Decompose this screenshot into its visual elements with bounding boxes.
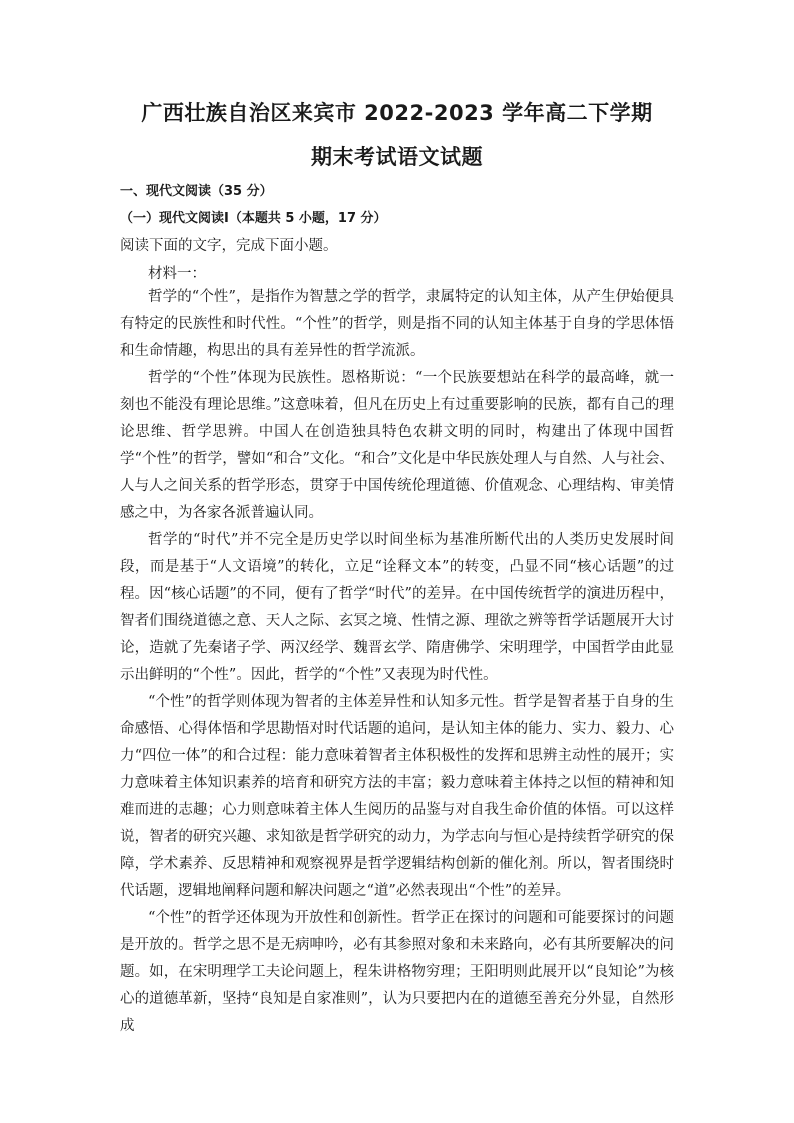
paragraph: “个性”的哲学则体现为智者的主体差异性和认知多元性。哲学是智者基于自身的生命感悟、心得体悟和学思勘悟对时代话题的追问，是认知主体的能力、实力、毅力、心力“四位一体”的和合过程：能力意味着智者主体积极性的发挥和思辨主动性的展开；实力意味着主体知识素养的培育和研究方法的丰富；毅力意味着主体持之以恒的精神和知难而进的志趣；心力则意味着主体人生阅历的品鉴与对自我生命价值的体悟。可以这样说，智者的研究兴趣、求知欲是哲学研究的动力，为学志向与恒心是持续哲学研究的保障，学术素养、反思精神和观察视界是哲学逻辑结构创新的催化剂。所以，智者围绕时代话题，逻辑地阐释问题和解决问题之“道”必然表现出“个性”的差异。 xyxy=(120,694,674,899)
paragraph: 哲学的“个性”体现为民族性。恩格斯说：“一个民族要想站在科学的最高峰，就一刻也不能没有理论思维。”这意味着，但凡在历史上有过重要影响的民族，都有自己的理论思维、哲学思辨。中国人在创造独具特色农耕文明的同时，构建出了体现中国哲学“个性”的哲学，譬如“和合”文化。“和合”文化是中华民族处理人与自然、人与社会、人与人之间关系的哲学形态，贯穿于中国传统伦理道德、价值观念、心理结构、审美情感之中，为各家各派普遍认同。 xyxy=(120,370,674,521)
document-subtitle: 期末考试语文试题 xyxy=(311,145,483,169)
subsection-heading: （一）现代文阅读Ⅰ（本题共 5 小题，17 分） xyxy=(120,211,387,226)
instruction-text: 阅读下面的文字，完成下面小题。 xyxy=(120,238,338,254)
document-title: 广西壮族自治区来宾市 2022-2023 学年高二下学期 xyxy=(141,101,653,125)
paragraph: 哲学的“时代”并不完全是历史学以时间坐标为基准所断代出的人类历史发展时间段，而是基于“人文语境”的转化，立足“诠释文本”的转变，凸显不同“核心话题”的过程。因“核心话题”的不同，便有了哲学“时代”的差异。在中国传统哲学的演进历程中，智者们围绕道德之意、天人之际、玄冥之境、性情之源、理欲之辨等哲学话题展开大讨论，造就了先秦诸子学、两汉经学、魏晋玄学、隋唐佛学、宋明理学，中国哲学由此显示出鲜明的“个性”。因此，哲学的“个性”又表现为时代性。 xyxy=(120,532,674,683)
material-label: 材料一： xyxy=(148,266,206,282)
paragraph: “个性”的哲学还体现为开放性和创新性。哲学正在探讨的问题和可能要探讨的问题是开放的。哲学之思不是无病呻吟，必有其参照对象和未来路向，必有其所要解决的问题。如，在宋明理学工夫论问题上，程朱讲格物穷理；王阳明则此展开以“良知论”为核心的道德革新，坚持“良知是自家准则”，认为只要把内在的道德至善充分外显，自然形成 xyxy=(120,910,674,1034)
paragraph: 哲学的“个性”，是指作为智慧之学的哲学，隶属特定的认知主体，从产生伊始便具有特定的民族性和时代性。“个性”的哲学，则是指不同的认知主体基于自身的学思体悟和生命情趣，构思出的具有差异性的哲学流派。 xyxy=(120,289,674,359)
section-heading: 一、现代文阅读（35 分） xyxy=(120,184,273,199)
